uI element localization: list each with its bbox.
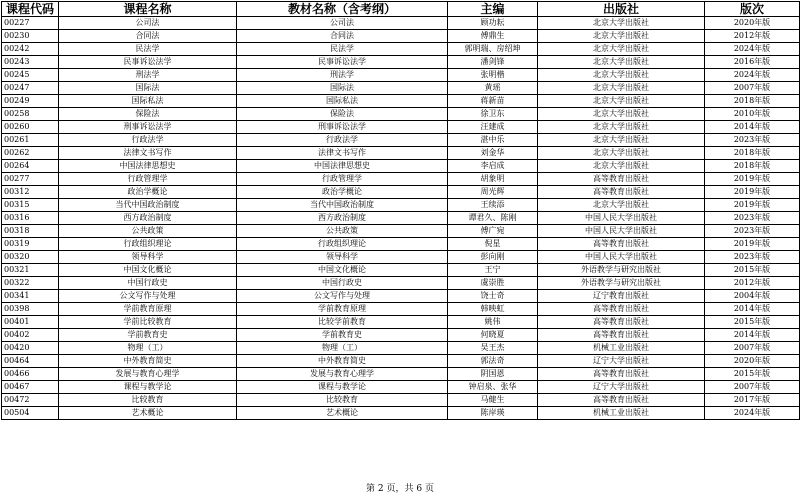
- cell-publisher: 北京大学出版社: [538, 17, 705, 30]
- cell-edition: 2023年版: [705, 225, 800, 238]
- cell-edition: 2023年版: [705, 212, 800, 225]
- cell-course-code: 00504: [2, 407, 59, 420]
- header-editor: 主编: [448, 2, 538, 17]
- table-row: [2, 212, 800, 225]
- cell-course-name: 公文写作与处理: [59, 290, 237, 303]
- cell-course-name: 政治学概论: [59, 186, 237, 199]
- cell-course-code: 00316: [2, 212, 59, 225]
- table-row: [2, 147, 800, 160]
- table-row: [2, 186, 800, 199]
- cell-publisher: 机械工业出版社: [538, 407, 705, 420]
- cell-editor: 倪星: [448, 238, 538, 251]
- cell-publisher: 北京大学出版社: [538, 160, 705, 173]
- page-number: 第 2 页，共 6 页: [366, 484, 434, 494]
- header-publisher: 出版社: [538, 2, 705, 17]
- table-row: [2, 160, 800, 173]
- cell-publisher: 北京大学出版社: [538, 82, 705, 95]
- cell-publisher: 北京大学出版社: [538, 147, 705, 160]
- cell-course-code: 00319: [2, 238, 59, 251]
- cell-edition: 2018年版: [705, 147, 800, 160]
- cell-publisher: 中国人民大学出版社: [538, 212, 705, 225]
- table-row: [2, 43, 800, 56]
- cell-edition: 2016年版: [705, 56, 800, 69]
- cell-edition: 2020年版: [705, 355, 800, 368]
- cell-course-name: 民法学: [59, 43, 237, 56]
- table-row: [2, 303, 800, 316]
- cell-editor: 郭明瑞、房绍坤: [448, 43, 538, 56]
- table-row: [2, 277, 800, 290]
- cell-publisher: 北京大学出版社: [538, 43, 705, 56]
- cell-publisher: 高等教育出版社: [538, 368, 705, 381]
- table-row: [2, 355, 800, 368]
- cell-textbook-name: 西方政治制度: [237, 212, 448, 225]
- table-row: [2, 17, 800, 30]
- cell-publisher: 高等教育出版社: [538, 316, 705, 329]
- cell-publisher: 辽宁大学出版社: [538, 381, 705, 394]
- cell-course-name: 学前教育原理: [59, 303, 237, 316]
- cell-textbook-name: 国际法: [237, 82, 448, 95]
- cell-publisher: 高等教育出版社: [538, 329, 705, 342]
- cell-textbook-name: 刑事诉讼法学: [237, 121, 448, 134]
- cell-course-code: 00242: [2, 43, 59, 56]
- table-row: [2, 134, 800, 147]
- cell-editor: 吴王杰: [448, 342, 538, 355]
- cell-textbook-name: 政治学概论: [237, 186, 448, 199]
- cell-textbook-name: 比较教育: [237, 394, 448, 407]
- textbook-table: [1, 1, 800, 420]
- table-row: [2, 368, 800, 381]
- cell-editor: 傅鼎生: [448, 30, 538, 43]
- cell-textbook-name: 领导科学: [237, 251, 448, 264]
- cell-course-name: 学前教育史: [59, 329, 237, 342]
- cell-course-code: 00318: [2, 225, 59, 238]
- cell-course-name: 行政管理学: [59, 173, 237, 186]
- cell-course-code: 00322: [2, 277, 59, 290]
- table-row: [2, 290, 800, 303]
- cell-publisher: 中国人民大学出版社: [538, 225, 705, 238]
- cell-textbook-name: 物理（工）: [237, 342, 448, 355]
- cell-publisher: 北京大学出版社: [538, 121, 705, 134]
- cell-textbook-name: 行政法学: [237, 134, 448, 147]
- cell-course-code: 00261: [2, 134, 59, 147]
- table-body: [2, 17, 800, 420]
- table-row: [2, 108, 800, 121]
- cell-course-name: 民事诉讼法学: [59, 56, 237, 69]
- cell-textbook-name: 中国行政史: [237, 277, 448, 290]
- cell-course-name: 中国文化概论: [59, 264, 237, 277]
- cell-publisher: 外语教学与研究出版社: [538, 277, 705, 290]
- cell-edition: 2018年版: [705, 95, 800, 108]
- cell-course-code: 00464: [2, 355, 59, 368]
- cell-edition: 2015年版: [705, 368, 800, 381]
- cell-publisher: 北京大学出版社: [538, 69, 705, 82]
- cell-textbook-name: 公文写作与处理: [237, 290, 448, 303]
- cell-editor: 阴国恩: [448, 368, 538, 381]
- cell-textbook-name: 国际私法: [237, 95, 448, 108]
- cell-textbook-name: 民法学: [237, 43, 448, 56]
- cell-edition: 2014年版: [705, 303, 800, 316]
- cell-textbook-name: 公司法: [237, 17, 448, 30]
- cell-editor: 陈岸瑛: [448, 407, 538, 420]
- cell-edition: 2018年版: [705, 160, 800, 173]
- cell-editor: 马健生: [448, 394, 538, 407]
- table-row: [2, 316, 800, 329]
- header-textbook-name: 教材名称（含考纲）: [237, 2, 448, 17]
- cell-publisher: 北京大学出版社: [538, 108, 705, 121]
- cell-textbook-name: 学前教育原理: [237, 303, 448, 316]
- cell-editor: 徐卫东: [448, 108, 538, 121]
- cell-publisher: 高等教育出版社: [538, 394, 705, 407]
- cell-editor: 胡象明: [448, 173, 538, 186]
- cell-course-code: 00467: [2, 381, 59, 394]
- cell-textbook-name: 学前教育史: [237, 329, 448, 342]
- table-row: [2, 264, 800, 277]
- cell-course-code: 00247: [2, 82, 59, 95]
- cell-editor: 姚伟: [448, 316, 538, 329]
- table-row: [2, 329, 800, 342]
- cell-course-name: 保险法: [59, 108, 237, 121]
- cell-editor: 顾功耘: [448, 17, 538, 30]
- cell-textbook-name: 中国文化概论: [237, 264, 448, 277]
- cell-publisher: 辽宁教育出版社: [538, 290, 705, 303]
- table-row: [2, 69, 800, 82]
- cell-course-name: 中国行政史: [59, 277, 237, 290]
- cell-course-name: 领导科学: [59, 251, 237, 264]
- cell-course-name: 法律文书写作: [59, 147, 237, 160]
- cell-course-code: 00466: [2, 368, 59, 381]
- cell-course-name: 行政组织理论: [59, 238, 237, 251]
- cell-editor: 李启成: [448, 160, 538, 173]
- cell-textbook-name: 比较学前教育: [237, 316, 448, 329]
- cell-editor: 虞崇胜: [448, 277, 538, 290]
- cell-course-code: 00227: [2, 17, 59, 30]
- cell-edition: 2024年版: [705, 43, 800, 56]
- header-row: [2, 2, 800, 17]
- table-row: [2, 173, 800, 186]
- cell-course-name: 西方政治制度: [59, 212, 237, 225]
- table-row: [2, 56, 800, 69]
- cell-edition: 2023年版: [705, 251, 800, 264]
- cell-textbook-name: 合同法: [237, 30, 448, 43]
- table-row: [2, 251, 800, 264]
- cell-editor: 傅广宛: [448, 225, 538, 238]
- cell-course-name: 课程与教学论: [59, 381, 237, 394]
- cell-course-code: 00277: [2, 173, 59, 186]
- cell-edition: 2024年版: [705, 69, 800, 82]
- cell-course-code: 00249: [2, 95, 59, 108]
- table-row: [2, 199, 800, 212]
- cell-textbook-name: 课程与教学论: [237, 381, 448, 394]
- cell-course-name: 物理（工）: [59, 342, 237, 355]
- header-course-name: 课程名称: [59, 2, 237, 17]
- table-row: [2, 121, 800, 134]
- cell-edition: 2019年版: [705, 238, 800, 251]
- cell-course-name: 国际私法: [59, 95, 237, 108]
- cell-textbook-name: 民事诉讼法学: [237, 56, 448, 69]
- cell-course-name: 刑法学: [59, 69, 237, 82]
- cell-edition: 2007年版: [705, 342, 800, 355]
- cell-course-name: 学前比较教育: [59, 316, 237, 329]
- table-row: [2, 407, 800, 420]
- cell-edition: 2014年版: [705, 121, 800, 134]
- cell-edition: 2007年版: [705, 381, 800, 394]
- cell-editor: 钟启泉、张华: [448, 381, 538, 394]
- cell-textbook-name: 刑法学: [237, 69, 448, 82]
- cell-course-name: 中国法律思想史: [59, 160, 237, 173]
- cell-course-name: 发展与教育心理学: [59, 368, 237, 381]
- header-course-code: 课程代码: [2, 2, 59, 17]
- cell-course-code: 00230: [2, 30, 59, 43]
- cell-textbook-name: 行政管理学: [237, 173, 448, 186]
- cell-publisher: 中国人民大学出版社: [538, 251, 705, 264]
- cell-course-name: 比较教育: [59, 394, 237, 407]
- cell-publisher: 高等教育出版社: [538, 238, 705, 251]
- cell-publisher: 外语教学与研究出版社: [538, 264, 705, 277]
- cell-course-name: 行政法学: [59, 134, 237, 147]
- cell-publisher: 北京大学出版社: [538, 30, 705, 43]
- cell-course-code: 00258: [2, 108, 59, 121]
- cell-editor: 刘金华: [448, 147, 538, 160]
- cell-editor: 谭君久、陈刚: [448, 212, 538, 225]
- cell-course-code: 00315: [2, 199, 59, 212]
- cell-edition: 2019年版: [705, 173, 800, 186]
- cell-editor: 韩映虹: [448, 303, 538, 316]
- cell-editor: 汪建成: [448, 121, 538, 134]
- cell-edition: 2023年版: [705, 134, 800, 147]
- cell-course-name: 刑事诉讼法学: [59, 121, 237, 134]
- cell-textbook-name: 中外教育简史: [237, 355, 448, 368]
- cell-edition: 2015年版: [705, 316, 800, 329]
- table-row: [2, 95, 800, 108]
- cell-course-code: 00472: [2, 394, 59, 407]
- cell-course-name: 当代中国政治制度: [59, 199, 237, 212]
- cell-course-name: 国际法: [59, 82, 237, 95]
- cell-course-code: 00312: [2, 186, 59, 199]
- table-row: [2, 30, 800, 43]
- cell-edition: 2020年版: [705, 17, 800, 30]
- cell-publisher: 高等教育出版社: [538, 303, 705, 316]
- cell-course-name: 艺术概论: [59, 407, 237, 420]
- cell-publisher: 高等教育出版社: [538, 186, 705, 199]
- cell-editor: 黄瑶: [448, 82, 538, 95]
- cell-publisher: 北京大学出版社: [538, 56, 705, 69]
- cell-edition: 2010年版: [705, 108, 800, 121]
- cell-edition: 2019年版: [705, 199, 800, 212]
- table-row: [2, 381, 800, 394]
- cell-editor: 潘剑锋: [448, 56, 538, 69]
- cell-course-code: 00398: [2, 303, 59, 316]
- cell-edition: 2012年版: [705, 30, 800, 43]
- cell-editor: 何晓夏: [448, 329, 538, 342]
- table-row: [2, 238, 800, 251]
- cell-course-name: 公共政策: [59, 225, 237, 238]
- cell-edition: 2004年版: [705, 290, 800, 303]
- cell-editor: 饶士奇: [448, 290, 538, 303]
- table-row: [2, 342, 800, 355]
- cell-course-code: 00321: [2, 264, 59, 277]
- cell-textbook-name: 行政组织理论: [237, 238, 448, 251]
- cell-edition: 2012年版: [705, 277, 800, 290]
- cell-editor: 彭向刚: [448, 251, 538, 264]
- cell-course-name: 合同法: [59, 30, 237, 43]
- table-row: [2, 394, 800, 407]
- cell-course-code: 00341: [2, 290, 59, 303]
- cell-publisher: 辽宁大学出版社: [538, 355, 705, 368]
- cell-edition: 2007年版: [705, 82, 800, 95]
- cell-publisher: 高等教育出版社: [538, 173, 705, 186]
- cell-publisher: 北京大学出版社: [538, 199, 705, 212]
- cell-editor: 王续添: [448, 199, 538, 212]
- cell-publisher: 机械工业出版社: [538, 342, 705, 355]
- cell-course-code: 00420: [2, 342, 59, 355]
- cell-edition: 2019年版: [705, 186, 800, 199]
- cell-textbook-name: 发展与教育心理学: [237, 368, 448, 381]
- cell-textbook-name: 当代中国政治制度: [237, 199, 448, 212]
- cell-editor: 周光辉: [448, 186, 538, 199]
- cell-course-code: 00262: [2, 147, 59, 160]
- cell-course-code: 00402: [2, 329, 59, 342]
- cell-edition: 2017年版: [705, 394, 800, 407]
- cell-edition: 2015年版: [705, 264, 800, 277]
- cell-course-code: 00243: [2, 56, 59, 69]
- cell-course-code: 00245: [2, 69, 59, 82]
- cell-textbook-name: 艺术概论: [237, 407, 448, 420]
- cell-textbook-name: 保险法: [237, 108, 448, 121]
- cell-textbook-name: 法律文书写作: [237, 147, 448, 160]
- cell-course-name: 公司法: [59, 17, 237, 30]
- cell-edition: 2024年版: [705, 407, 800, 420]
- cell-editor: 王宁: [448, 264, 538, 277]
- header-edition: 版次: [705, 2, 800, 17]
- table-row: [2, 82, 800, 95]
- cell-publisher: 北京大学出版社: [538, 134, 705, 147]
- cell-editor: 郭法奇: [448, 355, 538, 368]
- cell-course-code: 00260: [2, 121, 59, 134]
- cell-editor: 蒋新苗: [448, 95, 538, 108]
- cell-edition: 2014年版: [705, 329, 800, 342]
- cell-course-code: 00320: [2, 251, 59, 264]
- cell-editor: 张明楷: [448, 69, 538, 82]
- cell-course-code: 00401: [2, 316, 59, 329]
- cell-course-name: 中外教育简史: [59, 355, 237, 368]
- cell-publisher: 北京大学出版社: [538, 95, 705, 108]
- cell-textbook-name: 公共政策: [237, 225, 448, 238]
- table-row: [2, 225, 800, 238]
- cell-textbook-name: 中国法律思想史: [237, 160, 448, 173]
- cell-editor: 湛中乐: [448, 134, 538, 147]
- cell-course-code: 00264: [2, 160, 59, 173]
